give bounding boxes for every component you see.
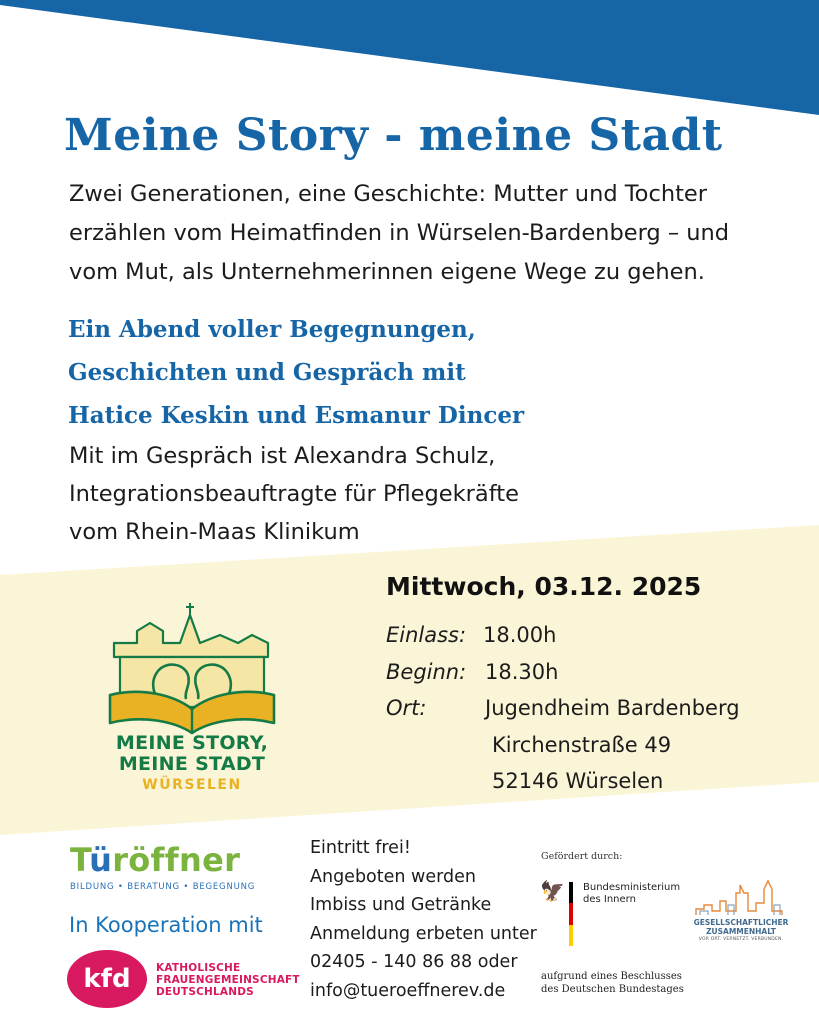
kfd-logo: kfd	[67, 950, 147, 1008]
tueroeffner-tagline: BILDUNG • BERATUNG • BEGEGNUNG	[70, 882, 256, 892]
tueroeffner-wordmark-start: T	[70, 841, 90, 879]
logo-line-2: MEINE STADT	[118, 753, 266, 775]
admission-line: Eintritt frei!	[310, 838, 411, 858]
bmi-line: Bundesministerium	[583, 882, 681, 893]
intro-line: vom Mut, als Unternehmerinnen eigene Wege zu gehen.	[69, 259, 705, 285]
page-title: Meine Story - meine Stadt	[64, 110, 723, 161]
email-address: info@tueroeffnerev.de	[310, 980, 506, 1001]
admission-info	[310, 834, 537, 1005]
top-blue-band	[0, 0, 819, 115]
tueroeffner-logo	[70, 840, 255, 892]
admission-line: Anmeldung erbeten unter	[310, 923, 537, 944]
zusammenhalt-logo	[689, 919, 793, 945]
guest-line: vom Rhein-Maas Klinikum	[69, 519, 360, 545]
kfd-name	[156, 962, 300, 998]
intro-text	[69, 175, 769, 292]
kooperation-text: In Kooperation mit	[69, 913, 263, 937]
gz-subline: VOR ORT. VERNETZT. VERBUNDEN.	[698, 937, 784, 942]
intro-line: Zwei Generationen, eine Geschichte: Mutter und Tochter	[69, 181, 707, 207]
tueroeffner-wordmark-umlaut: ü	[89, 841, 113, 879]
guest-text	[69, 437, 769, 551]
beginn-label: Beginn:	[386, 659, 467, 684]
kfd-line: DEUTSCHLANDS	[156, 986, 254, 998]
ort-line: Kirchenstraße 49	[492, 732, 672, 757]
event-date: Mittwoch, 03.12. 2025	[386, 572, 702, 601]
phone-number: 02405 - 140 86 88 oder	[310, 952, 518, 972]
german-flag-icon	[569, 882, 573, 946]
gz-line: ZUSAMMENHALT	[706, 926, 776, 936]
bundestag-note	[541, 970, 684, 996]
guest-line: Integrationsbeauftragte für Pflegekräfte	[69, 481, 519, 507]
admission-line: Angeboten werden	[310, 866, 476, 887]
intro-line: erzählen vom Heimatfinden in Würselen-Bardenberg – und	[69, 220, 730, 246]
tueroeffner-wordmark	[70, 840, 255, 880]
highlight-heading	[68, 308, 788, 437]
ort-line: 52146 Würselen	[492, 769, 664, 793]
ort-line: Jugendheim Bardenberg	[485, 696, 740, 720]
einlass-value: 18.00h	[483, 623, 557, 647]
ort-label: Ort:	[386, 696, 427, 720]
beginn-value: 18.30h	[485, 659, 559, 684]
federal-eagle-icon: 🦅	[540, 879, 565, 903]
event-logo-wordmark	[92, 733, 292, 795]
gz-line: GESELLSCHAFTLICHER	[693, 918, 789, 927]
funding-label: Gefördert durch:	[541, 851, 623, 862]
highlight-line: Ein Abend voller Begegnungen,	[68, 316, 476, 343]
admission-line: Imbiss und Getränke	[310, 895, 492, 915]
kfd-line: FRAUENGEMEINSCHAFT	[156, 974, 300, 986]
bmi-line: des Innern	[583, 894, 636, 905]
highlight-line: Geschichten und Gespräch mit	[68, 359, 466, 386]
bundestag-line: des Deutschen Bundestages	[541, 984, 684, 995]
einlass-label: Einlass:	[386, 623, 467, 647]
bundestag-line: aufgrund eines Beschlusses	[541, 971, 682, 982]
guest-line: Mit im Gespräch ist Alexandra Schulz,	[69, 443, 496, 469]
tueroeffner-wordmark-end: röffner	[112, 841, 241, 879]
logo-line-1: MEINE STORY,	[115, 732, 269, 754]
kfd-line: KATHOLISCHE	[156, 962, 241, 974]
logo-line-3: WÜRSELEN	[142, 777, 242, 793]
highlight-line: Hatice Keskin und Esmanur Dincer	[68, 402, 525, 429]
bmi-name	[583, 882, 680, 906]
